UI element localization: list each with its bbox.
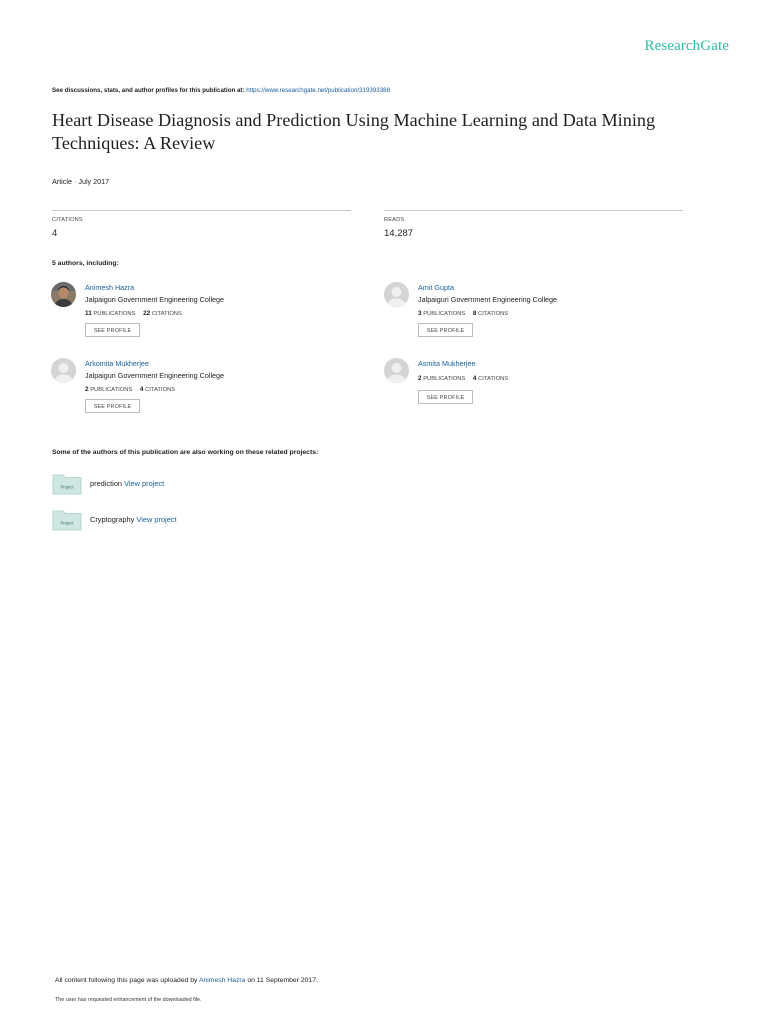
author-photo-icon	[51, 282, 76, 307]
publications-count: 3	[418, 310, 422, 317]
author-institution: Jalpaiguri Government Engineering College	[418, 295, 558, 304]
folder-label: Project	[60, 484, 74, 490]
author-stats	[85, 386, 175, 393]
user-silhouette-icon[interactable]	[51, 358, 76, 383]
citations-count: 4	[139, 386, 144, 393]
page-title: Heart Disease Diagnosis and Prediction Using Machine Learning and Data Mining Techniques: A Review	[52, 110, 656, 153]
see-profile-button[interactable]: SEE PROFILE	[418, 323, 473, 337]
author-name[interactable]: Animesh Hazra	[85, 283, 135, 292]
author-stats	[418, 375, 508, 382]
upload-suffix: on 11 September 2017.	[247, 977, 318, 984]
user-silhouette-svg	[51, 358, 76, 383]
publications-label: PUBLICATIONS	[90, 387, 133, 393]
view-project-link[interactable]: View project	[124, 479, 165, 488]
publications-label: PUBLICATIONS	[93, 311, 136, 317]
project-name: prediction	[90, 479, 123, 488]
author-name[interactable]: Amit Gupta	[418, 283, 454, 292]
enhancement-notice: The user has requested enhancement of the downloaded file.	[55, 997, 202, 1003]
user-silhouette-icon[interactable]	[384, 358, 409, 383]
see-discussions-text: See discussions, stats, and author profiles for this publication at:	[52, 87, 245, 94]
author-institution: Jalpaiguri Government Engineering College	[85, 295, 225, 304]
citations-label: CITATIONS	[478, 376, 509, 382]
publications-label: PUBLICATIONS	[423, 311, 466, 317]
see-discussions-line	[52, 87, 390, 94]
see-profile-button[interactable]: SEE PROFILE	[418, 390, 473, 404]
author-name[interactable]: Arkomita Mukherjee	[85, 359, 149, 368]
related-projects-heading: Some of the authors of this publication are also working on these related projects:	[52, 449, 319, 456]
folder-icon[interactable]	[52, 509, 82, 531]
see-profile-button[interactable]: SEE PROFILE	[85, 399, 140, 413]
citations-label: CITATIONS	[478, 311, 509, 317]
see-profile-button[interactable]: SEE PROFILE	[85, 323, 140, 337]
user-silhouette-icon[interactable]	[384, 282, 409, 307]
publications-count: 11	[85, 310, 92, 317]
author-stats	[418, 310, 508, 317]
citations-count: 22	[143, 310, 151, 317]
publication-url-link[interactable]: https://www.researchgate.net/publication/319393388	[246, 87, 391, 94]
upload-notice	[55, 977, 318, 984]
uploader-link[interactable]: Animesh Hazra	[198, 977, 246, 984]
citations-count: 8	[472, 310, 477, 317]
citations-label: CITATIONS	[151, 311, 182, 317]
publications-count: 2	[418, 375, 422, 382]
reads-label: READS	[384, 217, 405, 223]
reads-count: 14,287	[384, 228, 414, 239]
project-label	[90, 515, 177, 524]
citations-label: CITATIONS	[52, 217, 83, 223]
folder-label: Project	[60, 520, 74, 526]
user-silhouette-svg	[384, 282, 409, 307]
publications-label: PUBLICATIONS	[423, 376, 466, 382]
author-stats	[85, 310, 182, 317]
author-photo[interactable]	[51, 282, 76, 307]
view-project-link[interactable]: View project	[136, 515, 177, 524]
researchgate-logo[interactable]: ResearchGate	[644, 38, 729, 54]
project-item	[52, 473, 352, 495]
project-label	[90, 479, 164, 488]
author-institution: Jalpaiguri Government Engineering College	[85, 371, 225, 380]
citations-count: 4	[52, 228, 58, 239]
reads-divider	[384, 210, 683, 211]
author-name[interactable]: Asmita Mukherjee	[418, 359, 476, 368]
citations-divider	[52, 210, 351, 211]
authors-heading: 5 authors, including:	[52, 260, 119, 267]
folder-icon[interactable]	[52, 473, 82, 495]
article-meta: Article · July 2017	[52, 177, 110, 186]
project-item	[52, 509, 352, 531]
citations-label: CITATIONS	[145, 387, 176, 393]
publications-count: 2	[85, 386, 89, 393]
upload-prefix: All content following this page was uploaded by	[55, 977, 198, 984]
project-name: Cryptography	[90, 515, 135, 524]
citations-count: 4	[472, 375, 477, 382]
user-silhouette-svg	[384, 358, 409, 383]
